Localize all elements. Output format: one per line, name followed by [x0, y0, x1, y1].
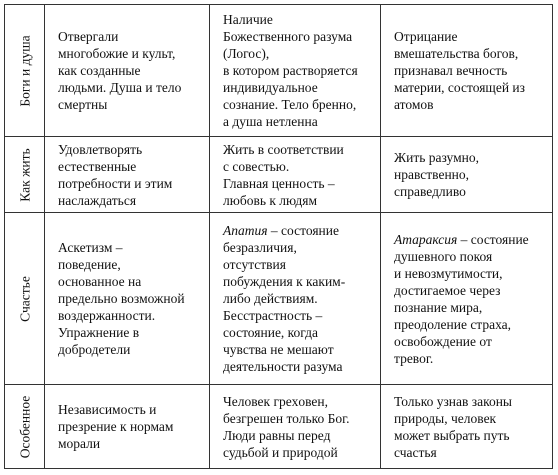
table-cell — [45, 213, 210, 385]
table-cell — [210, 137, 381, 213]
cell-text-line: безгрешен только Бог. — [223, 410, 350, 426]
cell-text-line: поведение, — [58, 257, 121, 272]
term-definition-start: – состояние — [267, 223, 339, 238]
cell-text-line: презрение к нормам — [58, 419, 174, 434]
table-cell — [381, 213, 553, 385]
cell-text-line: потребности и этим — [58, 175, 173, 191]
table-cell — [381, 137, 553, 213]
cell-text-line: Отрицание — [394, 29, 458, 44]
cell-text-line: познание мира, — [394, 299, 483, 315]
table-cell — [381, 5, 553, 137]
cell-text-line: Люди равны перед — [223, 427, 331, 443]
table-row-special — [5, 385, 553, 469]
table-cell — [45, 385, 210, 469]
row-header-label: Как жить — [17, 147, 32, 202]
cell-text-line: материи, состоящей из — [394, 80, 525, 95]
cell-text-line: деятельности разума — [223, 359, 343, 374]
cell-text-line: любовь к людям — [223, 192, 318, 208]
cell-text-line: естественные — [58, 158, 137, 174]
cell-text-line: Отвергали — [58, 29, 119, 44]
cell-text-line: Главная ценность – — [223, 175, 335, 191]
cell-text-line: а душа нетленна — [223, 114, 318, 129]
philosophy-comparison-table — [4, 4, 553, 469]
row-header-label: Счастье — [17, 275, 32, 322]
cell-text-line: преодоление страха, — [394, 316, 512, 332]
row-header-label: Особенное — [17, 395, 32, 458]
cell-text-line: может выбрать путь — [394, 427, 510, 443]
table-cell — [210, 213, 381, 385]
cell-text-line: счастья — [394, 444, 437, 460]
cell-text-line: признавал вечность — [394, 63, 508, 78]
cell-text-line — [394, 231, 542, 248]
cell-text-line: воздержанности. — [58, 308, 156, 323]
row-header-label: Боги и душа — [17, 34, 32, 107]
cell-text-line: душевного покоя — [394, 248, 493, 264]
cell-text-line: побуждения к каким- — [223, 274, 346, 289]
cell-text-line: многобожие и культ, — [58, 46, 176, 61]
cell-text-line: (Логос), — [223, 46, 270, 61]
table-cell — [45, 137, 210, 213]
cell-text-line: и невозмутимости, — [394, 265, 503, 281]
italic-term: Апатия — [223, 223, 268, 238]
cell-text-line: Независимость и — [58, 402, 157, 417]
cell-text-line: освобождение от — [394, 333, 492, 349]
cell-text-line: атомов — [394, 97, 434, 112]
row-header-cell — [5, 385, 45, 469]
italic-term: Атараксия — [394, 231, 458, 247]
table-row-happiness — [5, 213, 553, 385]
cell-text-line: тревог. — [394, 350, 434, 366]
cell-text-line: Только узнав законы — [394, 393, 512, 409]
cell-text-line: Упражнение в — [58, 325, 140, 340]
cell-text-line: смертны — [58, 97, 108, 112]
cell-text-line: наслаждаться — [58, 192, 137, 208]
cell-text-line: Божественного разума — [223, 29, 353, 44]
cell-text-line: индивидуальное — [223, 80, 318, 95]
cell-text-line: основанное на — [58, 274, 142, 289]
cell-text-line: справедливо — [394, 184, 466, 199]
table-row-gods-and-soul — [5, 5, 553, 137]
cell-text-line: природы, человек — [394, 410, 497, 426]
cell-text-line: Удовлетворять — [58, 141, 143, 157]
cell-text-line: Аскетизм – — [58, 240, 123, 255]
cell-text-line: морали — [58, 436, 101, 451]
cell-text-line: предельно возможной — [58, 291, 185, 306]
cell-text-line: людьми. Душа и тело — [58, 80, 182, 95]
table-cell — [210, 5, 381, 137]
cell-text-line: нравственно, — [394, 167, 470, 182]
cell-text-line: достигаемое через — [394, 282, 501, 298]
cell-text-line: Наличие — [223, 12, 273, 27]
cell-text-line: Жить разумно, — [394, 150, 480, 165]
cell-text-line: отсутствия — [223, 257, 286, 272]
cell-text-line: Жить в соответствии — [223, 141, 344, 157]
cell-text-line — [223, 222, 370, 239]
table-cell — [45, 5, 210, 137]
cell-text-line: добродетели — [58, 342, 131, 357]
table-cell — [381, 385, 553, 469]
cell-text-line: вмешательства богов, — [394, 46, 519, 61]
cell-text-line: судьбой и природой — [223, 444, 338, 460]
row-header-cell — [5, 213, 45, 385]
row-header-cell — [5, 5, 45, 137]
table-cell — [210, 385, 381, 469]
cell-text-line: Человек грехoвен, — [223, 393, 328, 409]
cell-text-line: как созданные — [58, 63, 141, 78]
cell-text-line: безразличия, — [223, 240, 297, 255]
cell-text-line: чувства не мешают — [223, 342, 334, 357]
term-definition-start: – состояние — [457, 231, 529, 247]
cell-text-line: либо действиям. — [223, 291, 318, 306]
cell-text-line: сознание. Тело бренно, — [223, 97, 357, 112]
table-row-how-to-live — [5, 137, 553, 213]
cell-text-line: состояние, когда — [223, 325, 319, 340]
cell-text-line: в котором растворяется — [223, 63, 358, 78]
cell-text-line: Бесстрастность – — [223, 308, 323, 323]
cell-text-line: с совестью. — [223, 158, 290, 174]
row-header-cell — [5, 137, 45, 213]
